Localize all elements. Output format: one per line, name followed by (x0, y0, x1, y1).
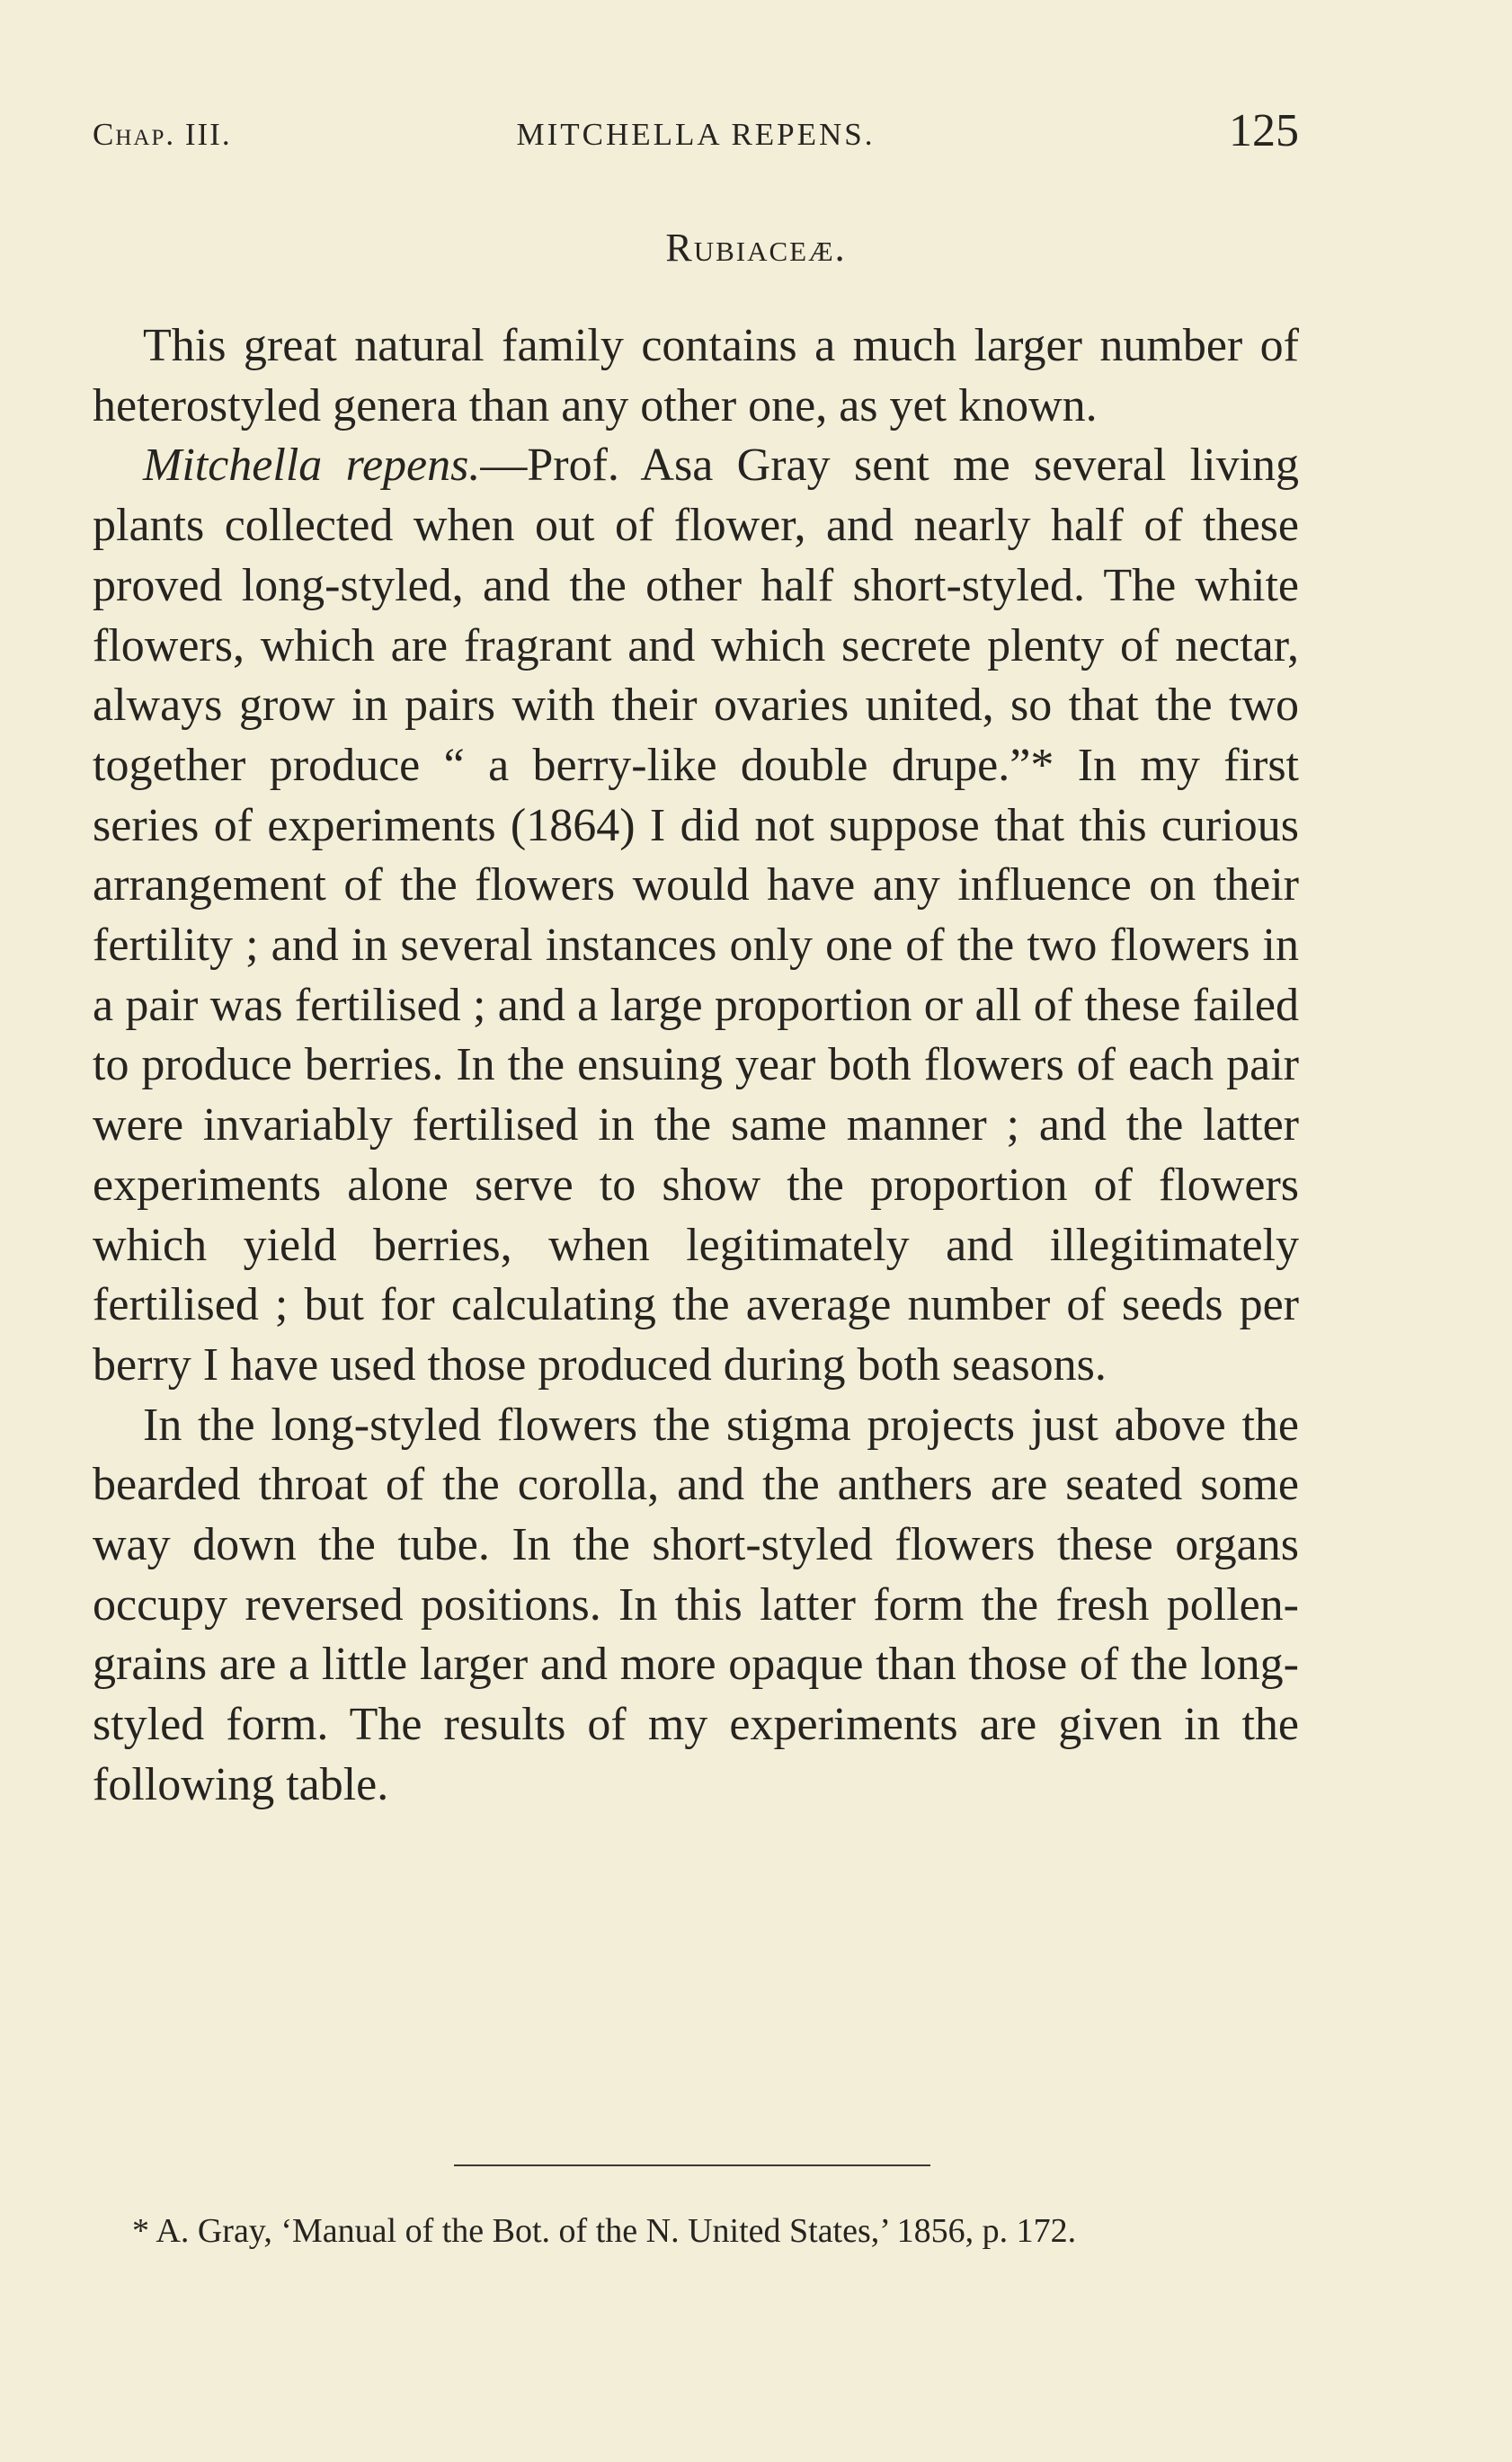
paragraph-mitchella-body: —Prof. Asa Gray sent me several living plants collected when out of flower, and nearly half of these proved long-styled, and the other half short-styled. The white flowers, which are fragrant and which secrete plenty of nectar, always grow in pairs with their ovaries united, so that the two together produce “ a berry-like double drupe.”* In my first series of experiments (1864) I did not suppose that this curious arrangement of the flowers would have any influence on their fertility ; and in several instances only one of the two flowers in a pair was fertilised ; and a large proportion or all of these failed to produce berries. In the ensuing year both flowers of each pair were invariably fertilised in the same manner ; and the latter experiments alone serve to show the proportion of flowers which yield berries, when legitimately and illegitimately fertilised ; but for calculating the average number of seeds per berry I have used those produced during both seasons. (93, 440, 1300, 1391)
chapter-label: Chap. III. (93, 117, 232, 152)
running-title: MITCHELLA REPENS. (516, 117, 876, 152)
running-head (93, 101, 1299, 155)
body-text (93, 316, 1299, 1816)
paragraph-mitchella (93, 436, 1299, 1395)
page-number: 125 (1229, 105, 1299, 156)
footnote-divider (454, 2164, 930, 2166)
section-title: Rubiaceæ. (665, 226, 847, 270)
species-name: Mitchella repens. (143, 440, 481, 492)
footnote: * A. Gray, ‘Manual of the Bot. of the N. United States,’ 1856, p. 172. (132, 2212, 1077, 2250)
paragraph-intro: This great natural family contains a much larger number of heterostyled genera than any other one, as yet known. (93, 320, 1299, 431)
paragraph-flower-structure: In the long-styled flowers the stigma projects just above the bearded throat of the corolla, and the anthers are seated some way down the tube. In the short-styled flowers these organs occupy reversed positions. In this latter form the fresh pollen-grains are a little larger and more opaque than those of the long-styled form. The results of my experiments are given in the following table. (93, 1399, 1299, 1810)
